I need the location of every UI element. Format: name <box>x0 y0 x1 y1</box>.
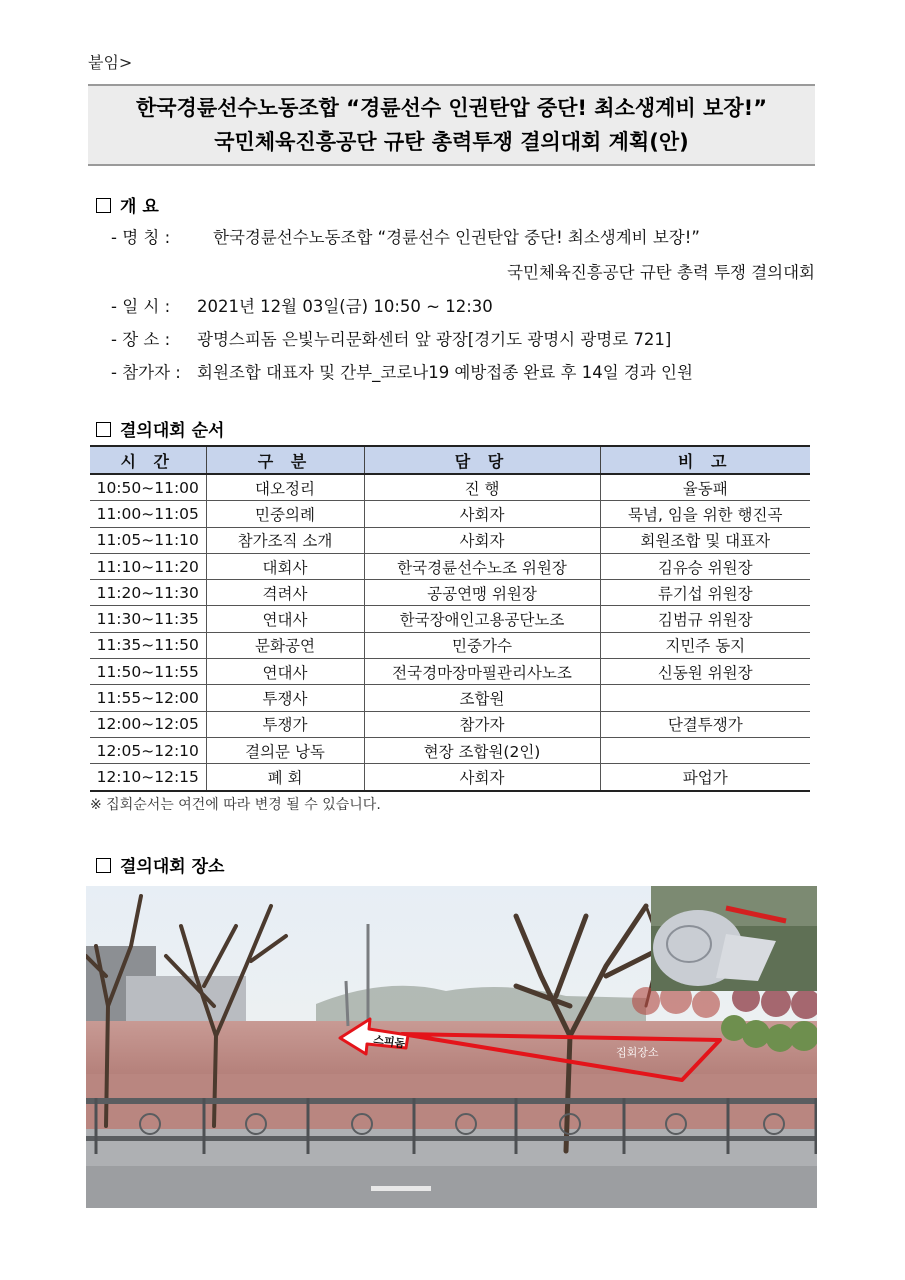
cell-person: 전국경마장마필관리사노조 <box>364 659 600 685</box>
cell-time: 12:05~12:10 <box>90 737 206 763</box>
title-line-1: 한국경륜선수노동조합 “경륜선수 인권탄압 중단! 최소생계비 보장!” <box>135 96 768 120</box>
cell-time: 11:55~12:00 <box>90 685 206 711</box>
cell-category: 대오정리 <box>206 474 364 501</box>
cell-person: 사회자 <box>364 527 600 553</box>
cell-time: 11:35~11:50 <box>90 632 206 658</box>
table-row <box>90 659 810 685</box>
cell-note: 지민주 동지 <box>600 632 810 658</box>
cell-note: 신동원 위원장 <box>600 659 810 685</box>
cell-time: 11:50~11:55 <box>90 659 206 685</box>
cell-person: 진 행 <box>364 474 600 501</box>
cell-time: 11:10~11:20 <box>90 553 206 579</box>
schedule-heading <box>96 416 224 441</box>
cell-person: 공공연맹 위원장 <box>364 580 600 606</box>
cell-time: 12:00~12:05 <box>90 711 206 737</box>
cell-note <box>600 685 810 711</box>
cell-time: 12:10~12:15 <box>90 764 206 791</box>
cell-person: 한국장애인고용공단노조 <box>364 606 600 632</box>
cell-person: 참가자 <box>364 711 600 737</box>
cell-category: 연대사 <box>206 659 364 685</box>
date-label: - 일 시 : <box>111 297 171 316</box>
venue-heading <box>96 852 224 877</box>
document-title-box <box>88 84 815 166</box>
table-row <box>90 764 810 791</box>
table-row <box>90 501 810 527</box>
schedule-table <box>90 445 810 792</box>
cell-category: 결의문 낭독 <box>206 737 364 763</box>
cell-note: 김범규 위원장 <box>600 606 810 632</box>
overview-place-row <box>111 326 671 350</box>
place-value: 광명스피돔 은빛누리문화센터 앞 광장[경기도 광명시 광명로 721] <box>197 330 672 349</box>
cell-note: 율동패 <box>600 474 810 501</box>
checkbox-square-icon <box>96 422 111 437</box>
cell-time: 11:00~11:05 <box>90 501 206 527</box>
cell-category: 연대사 <box>206 606 364 632</box>
cell-note: 단결투쟁가 <box>600 711 810 737</box>
table-row <box>90 606 810 632</box>
place-label: - 장 소 : <box>111 330 171 349</box>
column-header-person: 담 당 <box>364 446 600 474</box>
name-label: - 명 칭 : <box>111 228 171 247</box>
overview-name-row <box>111 224 700 248</box>
cell-person: 민중가수 <box>364 632 600 658</box>
cell-note: 파업가 <box>600 764 810 791</box>
cell-category: 투쟁사 <box>206 685 364 711</box>
venue-photo <box>86 886 817 1208</box>
cell-person: 사회자 <box>364 501 600 527</box>
cell-category: 문화공연 <box>206 632 364 658</box>
table-row <box>90 474 810 501</box>
table-row <box>90 711 810 737</box>
cell-category: 대회사 <box>206 553 364 579</box>
attachment-label: 붙임> <box>88 53 133 72</box>
name-value: 한국경륜선수노동조합 “경륜선수 인권탄압 중단! 최소생계비 보장!” <box>213 228 700 247</box>
schedule-note: ※ 집회순서는 여건에 따라 변경 될 수 있습니다. <box>90 797 381 813</box>
cell-time: 11:20~11:30 <box>90 580 206 606</box>
overview-heading-text: 개 요 <box>120 197 159 217</box>
checkbox-square-icon <box>96 198 111 213</box>
cell-time: 11:05~11:10 <box>90 527 206 553</box>
table-row <box>90 632 810 658</box>
participants-value: 회원조합 대표자 및 간부_코로나19 예방접종 완료 후 14일 경과 인원 <box>197 363 693 382</box>
date-value: 2021년 12월 03일(금) 10:50 ~ 12:30 <box>197 297 493 316</box>
cell-person: 조합원 <box>364 685 600 711</box>
participants-label: - 참가자 : <box>111 363 181 382</box>
cell-category: 민중의례 <box>206 501 364 527</box>
arrow-label-right: 집회장소 <box>616 1046 659 1059</box>
venue-heading-text: 결의대회 장소 <box>120 857 225 877</box>
cell-note: 묵념, 임을 위한 행진곡 <box>600 501 810 527</box>
checkbox-square-icon <box>96 858 111 873</box>
table-row <box>90 580 810 606</box>
table-header-row <box>90 446 810 474</box>
cell-category: 참가조직 소개 <box>206 527 364 553</box>
cell-category: 투쟁가 <box>206 711 364 737</box>
cell-note: 회원조합 및 대표자 <box>600 527 810 553</box>
cell-category: 폐 회 <box>206 764 364 791</box>
cell-person: 한국경륜선수노조 위원장 <box>364 553 600 579</box>
cell-category: 격려사 <box>206 580 364 606</box>
table-row <box>90 553 810 579</box>
arrow-label-left: 스피돔 <box>372 1033 406 1051</box>
overview-date-row <box>111 293 493 317</box>
table-row <box>90 685 810 711</box>
column-header-time: 시 간 <box>90 446 206 474</box>
title-line-2: 국민체육진흥공단 규탄 총력투쟁 결의대회 계획(안) <box>214 130 689 154</box>
overview-name-row-2: 국민체육진흥공단 규탄 총력 투쟁 결의대회 <box>507 263 815 282</box>
column-header-note: 비 고 <box>600 446 810 474</box>
cell-time: 11:30~11:35 <box>90 606 206 632</box>
cell-time: 10:50~11:00 <box>90 474 206 501</box>
overview-heading <box>96 192 159 217</box>
cell-person: 사회자 <box>364 764 600 791</box>
table-row <box>90 527 810 553</box>
schedule-heading-text: 결의대회 순서 <box>120 421 225 441</box>
column-header-category: 구 분 <box>206 446 364 474</box>
table-row <box>90 737 810 763</box>
overview-participants-row <box>111 359 693 383</box>
cell-note: 김유승 위원장 <box>600 553 810 579</box>
cell-person: 현장 조합원(2인) <box>364 737 600 763</box>
cell-note <box>600 737 810 763</box>
cell-note: 류기섭 위원장 <box>600 580 810 606</box>
